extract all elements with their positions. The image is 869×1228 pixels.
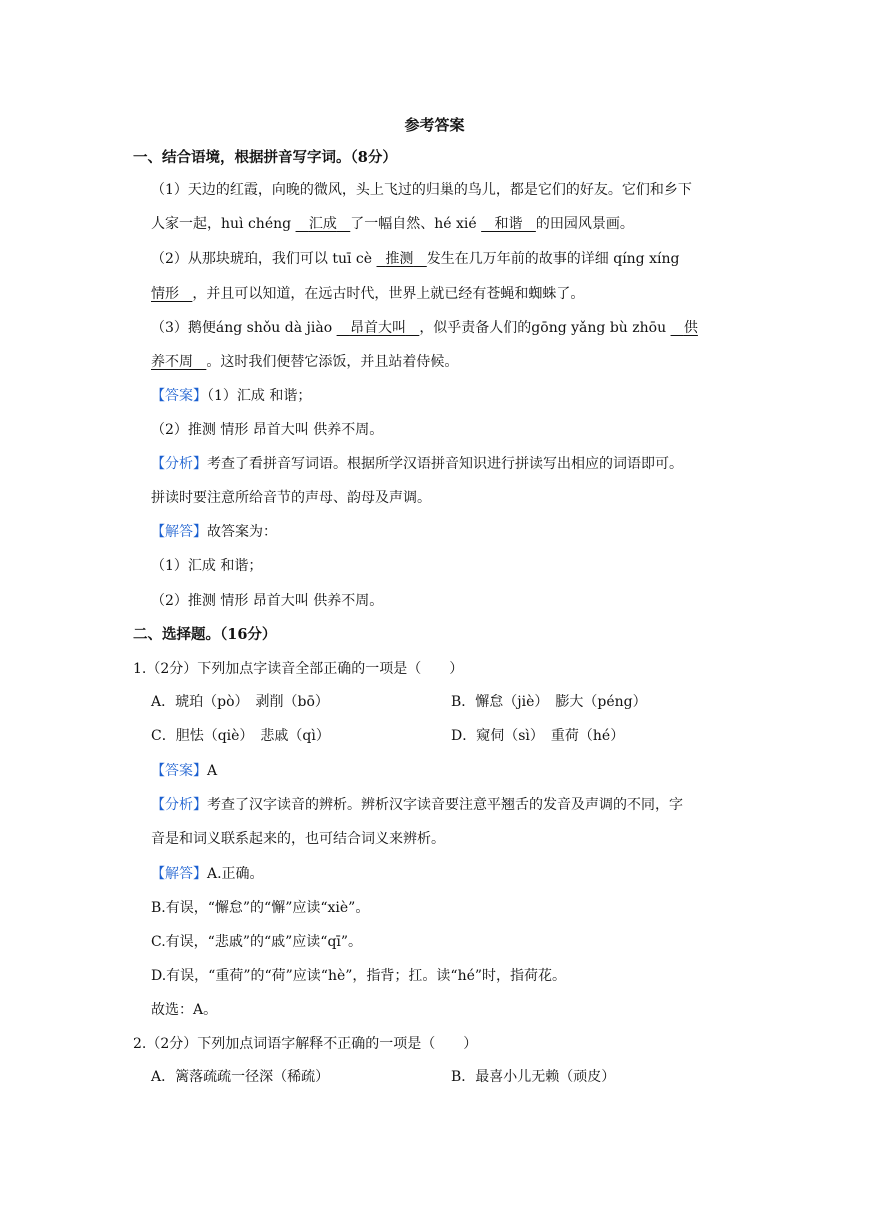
option-c: C．胆怯（qiè） 悲戚（qì） — [151, 728, 330, 744]
question-1-stem: 1.（2分）下列加点字读音全部正确的一项是（ ） — [133, 661, 464, 677]
answer-blank: 昂首大叫 — [349, 320, 406, 336]
solution-tag: 【解答】 — [151, 524, 207, 540]
section-2-heading: 二、选择题。（16分） — [133, 626, 277, 643]
answer-tag: 【答案】 — [151, 763, 207, 779]
answer-blank: 汇成 — [308, 216, 337, 232]
q2-text-line-2: 情形 ，并且可以知道，在远古时代，世界上就已经有苍蝇和蜘蛛了。 — [151, 286, 585, 302]
answer-blank: 推测 — [385, 251, 414, 267]
solution-tag: 【解答】 — [151, 866, 207, 882]
answer-tag: 【答案】 — [151, 388, 207, 404]
solution-line-3: （2）推测 情形 昂首大叫 供养不周。 — [151, 593, 384, 609]
q1-answer-line: 【答案】A — [151, 763, 218, 779]
q3-text-line-2: 养不周 。这时我们便替它添饭，并且站着侍候。 — [151, 354, 459, 370]
analysis-tag: 【分析】 — [151, 797, 207, 813]
q1-solution-line-2: B.有误，“懈怠”的“懈”应读“xiè”。 — [151, 900, 370, 916]
q2-option-a: A．篱落疏疏一径深（稀疏） — [151, 1069, 330, 1085]
q1-solution-line-3: C.有误，“悲戚”的“戚”应读“qī”。 — [151, 934, 363, 950]
option-a: A．琥珀（pò） 剥削（bō） — [151, 694, 329, 710]
answer-blank: 和谐 — [494, 216, 523, 232]
answer-line-2: （2）推测 情形 昂首大叫 供养不周。 — [151, 422, 384, 438]
page-title: 参考答案 — [404, 116, 465, 134]
q2-text-line-1: （2）从那块琥珀，我们可以 tuī cè 推测 发生在几万年前的故事的详细 qíng xíng — [151, 251, 680, 267]
q1-solution-line: 【解答】A.正确。 — [151, 866, 264, 882]
analysis-line: 【分析】考查了看拼音写词语。根据所学汉语拼音知识进行拼读写出相应的词语即可。 — [151, 456, 683, 472]
q1-solution-line-5: 故选：A。 — [151, 1002, 218, 1018]
q1-text-line-2: 人家一起，huì chéng 汇成 了一幅自然、hé xié 和谐 的田园风景画。 — [151, 216, 634, 232]
analysis-line-2: 拼读时要注意所给音节的声母、韵母及声调。 — [151, 490, 431, 506]
analysis-tag: 【分析】 — [151, 456, 207, 472]
answer-blank: 情形 — [151, 286, 179, 302]
question-2-stem: 2.（2分）下列加点词语字解释不正确的一项是（ ） — [133, 1036, 478, 1052]
q2-option-b: B．最喜小儿无赖（顽皮） — [451, 1069, 616, 1085]
section-1-heading: 一、结合语境，根据拼音写字词。（8分） — [133, 149, 397, 166]
q1-analysis-line-2: 音是和词义联系起来的，也可结合词义来辨析。 — [151, 831, 445, 847]
q1-analysis-line: 【分析】考查了汉字读音的辨析。辨析汉字读音要注意平翘舌的发音及声调的不同，字 — [151, 797, 683, 813]
answer-line: 【答案】（1）汇成 和谐； — [151, 388, 312, 404]
solution-line: 【解答】故答案为： — [151, 524, 277, 540]
answer-blank: 养不周 — [151, 354, 193, 370]
q1-text-line-1: （1）天边的红霞，向晚的微风，头上飞过的归巢的鸟儿，都是它们的好友。它们和乡下 — [151, 182, 692, 198]
q3-text-line-1: （3）鹅便áng shǒu dà jiào 昂首大叫 ，似乎责备人们的gōng yǎng bù zhōu 供 — [151, 320, 698, 336]
answer-blank: 供 — [683, 320, 698, 336]
q1-solution-line-4: D.有误，“重荷”的“荷”应读“hè”，指背；扛。读“hé”时，指荷花。 — [151, 968, 567, 984]
option-b: B．懈怠（jiè） 膨大（péng） — [451, 694, 647, 710]
solution-line-2: （1）汇成 和谐； — [151, 558, 263, 574]
option-d: D．窥伺（sì） 重荷（hé） — [451, 728, 625, 744]
